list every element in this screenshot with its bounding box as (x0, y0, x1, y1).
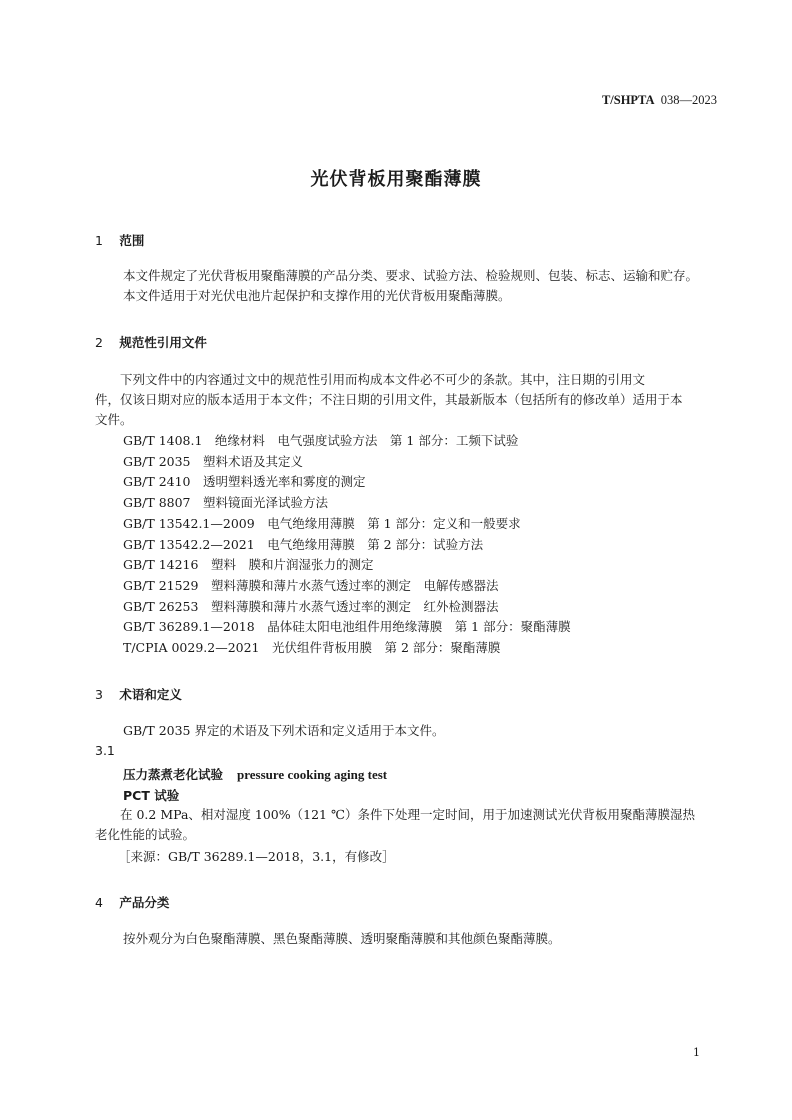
reference-list (123, 431, 571, 659)
section-4-body: 按外观分为白色聚酯薄膜、黑色聚酯薄膜、透明聚酯薄膜和其他颜色聚酯薄膜。 (123, 931, 561, 946)
section-title: 产品分类 (119, 895, 170, 910)
section-title: 术语和定义 (119, 687, 182, 702)
document-title: 光伏背板用聚酯薄膜 (310, 169, 482, 190)
reference-item: GB/T 26253 塑料薄膜和薄片水蒸气透过率的测定 红外检测器法 (123, 598, 499, 614)
reference-item: GB/T 36289.1—2018 晶体硅太阳电池组件用绝缘薄膜 第 1 部分：聚酯薄膜 (123, 619, 571, 635)
definition-line: 在 0.2 MPa、相对湿度 100%（121 ℃）条件下处理一定时间，用于加速测试光伏背板用聚酯薄膜湿热 (120, 807, 695, 822)
section-number: 3 (95, 687, 103, 702)
term-abbreviation: PCT 试验 (123, 788, 180, 803)
paragraph: 本文件适用于对光伏电池片起保护和支撑作用的光伏背板用聚酯薄膜。 (123, 288, 511, 303)
term-definition (95, 805, 720, 845)
section-title: 范围 (119, 233, 145, 248)
reference-item: GB/T 8807 塑料镜面光泽试验方法 (123, 495, 329, 511)
reference-item: GB/T 1408.1 绝缘材料 电气强度试验方法 第 1 部分：工频下试验 (123, 433, 519, 448)
term-source: ［来源：GB/T 36289.1—2018，3.1，有修改］ (118, 849, 395, 864)
section-number: 1 (95, 233, 103, 248)
section-number: 2 (95, 335, 103, 350)
document-code (602, 93, 717, 108)
paragraph: 本文件规定了光伏背板用聚酯薄膜的产品分类、要求、试验方法、检验规则、包装、标志、运输和贮存。 (123, 268, 699, 283)
term-name-zh: 压力蒸煮老化试验 (123, 767, 224, 782)
term-name-en: pressure cooking aging test (237, 767, 388, 782)
term-heading (123, 764, 387, 783)
section-1-body (123, 266, 698, 306)
intro-line: 下列文件中的内容通过文中的规范性引用而构成本文件必不可少的条款。其中，注日期的引用文 (120, 372, 646, 387)
section-3-heading (95, 685, 182, 703)
reference-item: GB/T 14216 塑料 膜和片润湿张力的测定 (123, 557, 374, 573)
section-2-heading (95, 333, 207, 351)
intro-line: 文件。 (95, 412, 133, 427)
document-code-prefix: T/SHPTA (601, 93, 655, 107)
reference-item: GB/T 13542.1—2009 电气绝缘用薄膜 第 1 部分：定义和一般要求 (123, 515, 521, 531)
intro-line: 件，仅该日期对应的版本适用于本文件；不注日期的引用文件，其最新版本（包括所有的修改单）适用于本 (95, 392, 683, 407)
document-code-number: 038—2023 (660, 93, 717, 107)
reference-item: GB/T 13542.2—2021 电气绝缘用薄膜 第 2 部分：试验方法 (123, 536, 484, 552)
section-title: 规范性引用文件 (119, 335, 207, 350)
section-3-intro: GB/T 2035 界定的术语及下列术语和定义适用于本文件。 (123, 723, 445, 738)
page-number: 1 (693, 1046, 700, 1059)
section-2-intro (95, 370, 720, 430)
term-number: 3.1 (95, 743, 115, 758)
reference-item: GB/T 21529 塑料薄膜和薄片水蒸气透过率的测定 电解传感器法 (123, 577, 499, 593)
reference-item: GB/T 2410 透明塑料透光率和雾度的测定 (123, 474, 366, 490)
section-1-heading (95, 231, 144, 249)
reference-item: T/CPIA 0029.2—2021 光伏组件背板用膜 第 2 部分：聚酯薄膜 (123, 640, 501, 656)
section-4-heading (95, 893, 169, 911)
definition-line: 老化性能的试验。 (95, 827, 196, 842)
section-number: 4 (95, 895, 103, 910)
reference-item: GB/T 2035 塑料术语及其定义 (123, 453, 304, 469)
